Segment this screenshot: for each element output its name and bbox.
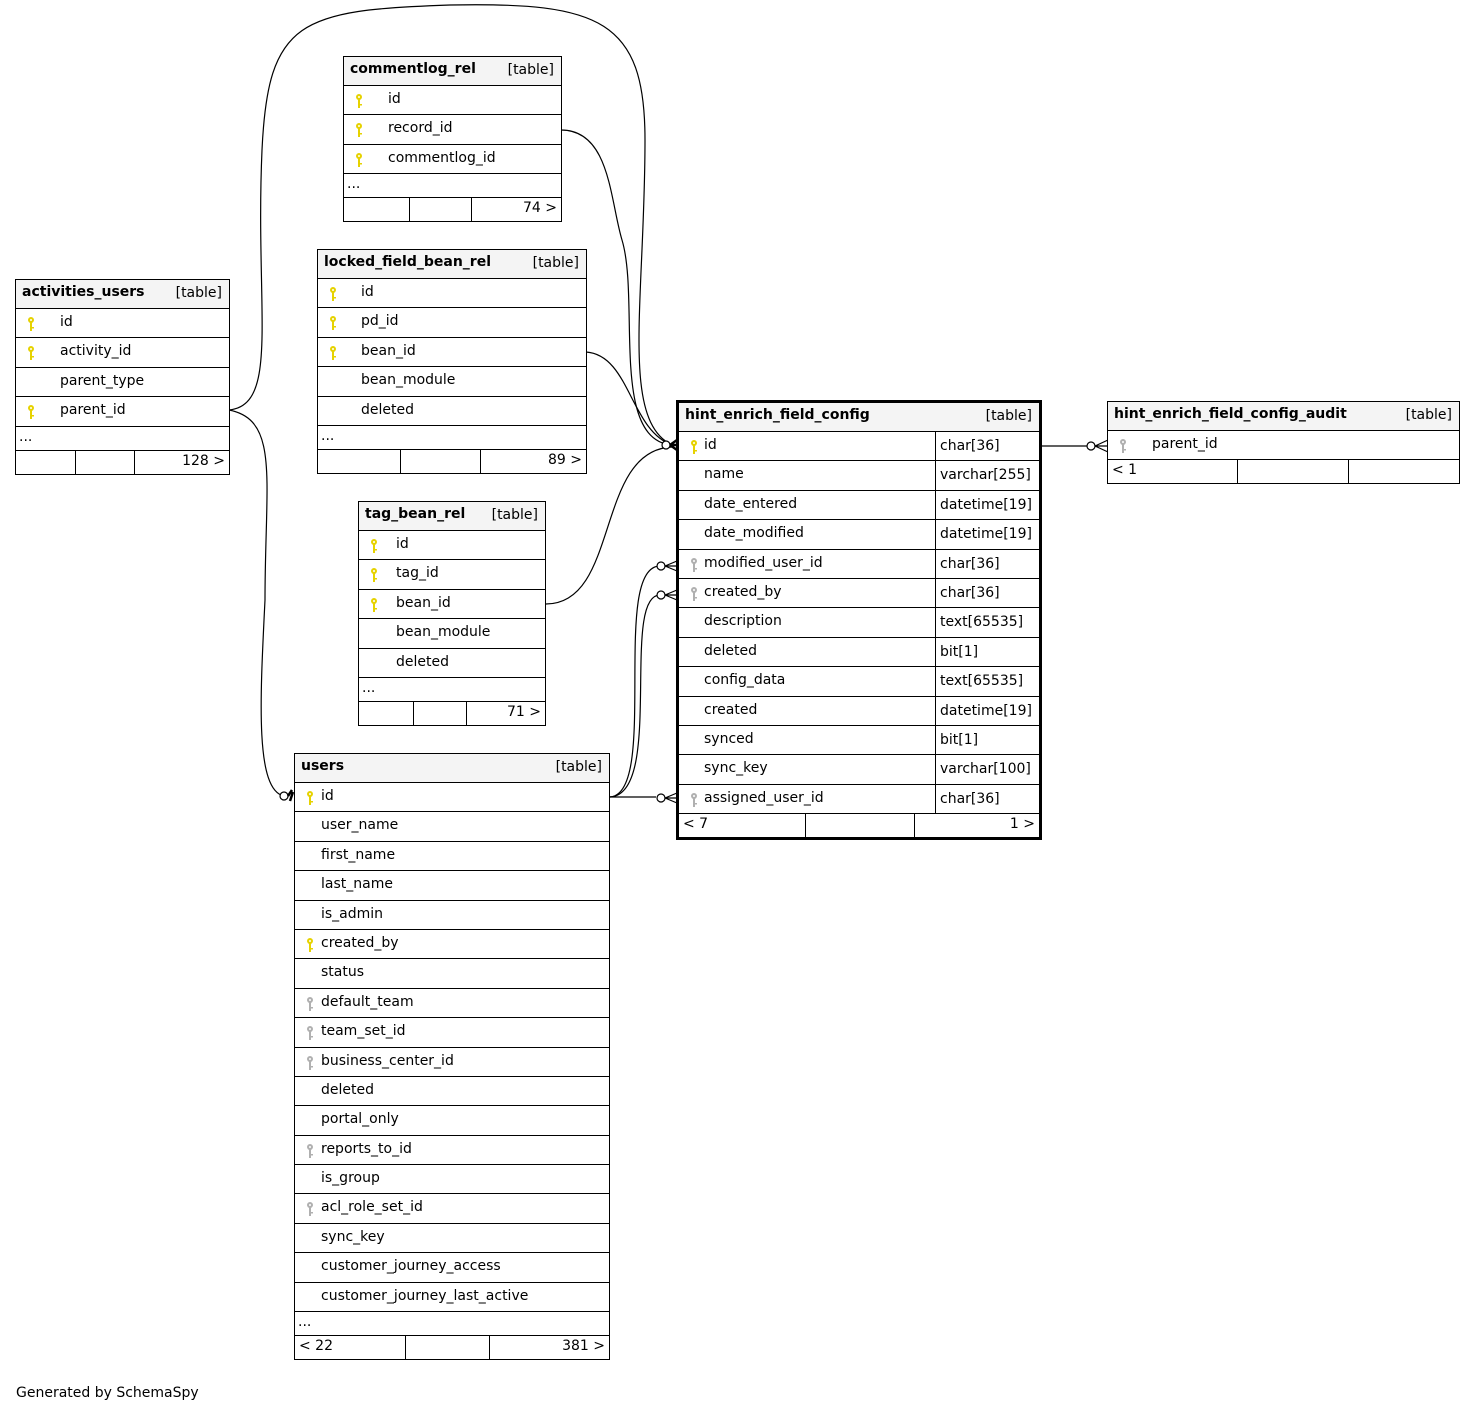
- column-row[interactable]: [295, 812, 609, 841]
- primary-key-icon: [304, 937, 316, 953]
- table-type: [table]: [555, 759, 602, 775]
- column-name: id: [60, 314, 73, 330]
- column-name: record_id: [388, 120, 453, 137]
- column-row[interactable]: [318, 367, 586, 396]
- table-type: [table]: [507, 62, 554, 78]
- column-row[interactable]: [295, 1048, 609, 1077]
- column-row[interactable]: [295, 1106, 609, 1135]
- table-locked-field-bean-rel[interactable]: [317, 249, 587, 474]
- children-count[interactable]: 71 >: [507, 703, 541, 720]
- column-row[interactable]: [295, 842, 609, 871]
- table-type: [table]: [1405, 407, 1452, 423]
- children-count[interactable]: 1 >: [1009, 816, 1035, 833]
- primary-key-icon: [688, 439, 700, 455]
- table-header: [359, 502, 545, 531]
- table-footer: [16, 451, 229, 474]
- column-name: is_group: [321, 1170, 380, 1187]
- table-hint-enrich-field-config[interactable]: [676, 400, 1042, 840]
- connector-users-modified: [609, 566, 660, 797]
- column-row[interactable]: [295, 1283, 609, 1312]
- column-row[interactable]: [679, 579, 1039, 608]
- column-row[interactable]: [295, 1253, 609, 1282]
- primary-key-icon: [327, 286, 339, 302]
- column-row[interactable]: [679, 667, 1039, 696]
- table-name: hint_enrich_field_config_audit: [1114, 406, 1347, 422]
- table-type: [table]: [491, 507, 538, 523]
- column-name: deleted: [704, 642, 757, 659]
- column-name: created_by: [321, 934, 399, 951]
- column-row[interactable]: [318, 308, 586, 337]
- foreign-key-icon: [1117, 438, 1129, 454]
- column-row[interactable]: [679, 550, 1039, 579]
- column-name: activity_id: [60, 343, 132, 360]
- children-count[interactable]: 128 >: [182, 452, 225, 469]
- column-row[interactable]: [295, 989, 609, 1018]
- column-name: date_modified: [704, 525, 804, 542]
- table-type: [table]: [175, 285, 222, 301]
- table-users[interactable]: [294, 753, 610, 1360]
- primary-key-icon: [304, 790, 316, 806]
- connector-locked-bean: [586, 352, 672, 445]
- column-name: business_center_id: [321, 1052, 454, 1069]
- column-name: parent_id: [1152, 436, 1218, 452]
- more-columns: ...: [318, 426, 586, 450]
- column-row[interactable]: [344, 115, 561, 144]
- column-row[interactable]: [295, 959, 609, 988]
- table-header: [1108, 402, 1459, 431]
- column-name: customer_journey_last_active: [321, 1287, 529, 1304]
- column-name: id: [704, 437, 717, 453]
- column-type: text[65535]: [935, 608, 1023, 637]
- column-name: parent_type: [60, 372, 145, 389]
- table-name: users: [301, 758, 345, 774]
- primary-key-icon: [353, 122, 365, 138]
- table-header: [679, 403, 1039, 432]
- column-name: commentlog_id: [388, 149, 496, 166]
- column-type: char[36]: [935, 550, 1000, 579]
- column-row[interactable]: [679, 755, 1039, 784]
- column-name: customer_journey_access: [321, 1258, 501, 1275]
- column-name: is_admin: [321, 905, 384, 922]
- column-row[interactable]: [679, 432, 1039, 461]
- column-type: bit[1]: [935, 726, 978, 755]
- primary-key-icon: [327, 345, 339, 361]
- table-header: [344, 57, 561, 86]
- column-name: id: [388, 91, 401, 107]
- column-row[interactable]: [344, 86, 561, 115]
- column-row[interactable]: [679, 608, 1039, 637]
- column-name: team_set_id: [321, 1023, 406, 1040]
- column-row[interactable]: [679, 785, 1039, 814]
- column-name: deleted: [361, 401, 414, 418]
- column-name: user_name: [321, 817, 399, 834]
- column-row[interactable]: [295, 1018, 609, 1047]
- primary-key-icon: [368, 538, 380, 554]
- column-type: datetime[19]: [935, 697, 1032, 726]
- more-columns: ...: [344, 174, 561, 198]
- parents-count[interactable]: < 22: [299, 1338, 333, 1355]
- column-row[interactable]: [295, 783, 609, 812]
- foreign-key-icon: [304, 1025, 316, 1041]
- column-name: deleted: [321, 1081, 374, 1098]
- table-activities-users[interactable]: [15, 279, 230, 475]
- column-name: parent_id: [60, 402, 126, 419]
- column-name: status: [321, 964, 365, 981]
- children-count[interactable]: 74 >: [523, 200, 557, 217]
- generated-by-caption[interactable]: Generated by SchemaSpy: [16, 1385, 199, 1401]
- primary-key-icon: [353, 152, 365, 168]
- column-name: id: [396, 536, 409, 552]
- foreign-key-icon: [688, 792, 700, 808]
- table-hint-enrich-field-config-audit[interactable]: [1107, 401, 1460, 484]
- column-type: bit[1]: [935, 638, 978, 667]
- table-name: hint_enrich_field_config: [685, 407, 870, 423]
- table-name: commentlog_rel: [350, 61, 476, 77]
- column-name: date_entered: [704, 495, 798, 512]
- table-footer: [679, 814, 1039, 837]
- table-footer: [295, 1336, 609, 1359]
- table-name: locked_field_bean_rel: [324, 254, 491, 270]
- column-name: default_team: [321, 993, 414, 1010]
- column-row[interactable]: [359, 531, 545, 560]
- column-name: tag_id: [396, 565, 439, 582]
- table-name: tag_bean_rel: [365, 506, 466, 522]
- more-columns: ...: [295, 1312, 609, 1336]
- column-name: reports_to_id: [321, 1140, 412, 1157]
- column-row[interactable]: [16, 338, 229, 367]
- column-type: text[65535]: [935, 667, 1023, 696]
- column-type: char[36]: [935, 785, 1000, 814]
- column-name: pd_id: [361, 313, 399, 330]
- primary-key-icon: [368, 567, 380, 583]
- column-row[interactable]: [359, 649, 545, 678]
- column-name: first_name: [321, 846, 396, 863]
- column-name: name: [704, 466, 744, 483]
- column-name: last_name: [321, 876, 393, 893]
- foreign-key-icon: [304, 1143, 316, 1159]
- column-name: bean_id: [361, 342, 416, 359]
- column-row[interactable]: [1108, 431, 1459, 460]
- column-row[interactable]: [295, 1194, 609, 1223]
- column-row[interactable]: [295, 930, 609, 959]
- column-row[interactable]: [16, 368, 229, 397]
- column-name: id: [321, 788, 334, 804]
- primary-key-icon: [353, 93, 365, 109]
- parents-count[interactable]: < 1: [1112, 462, 1138, 479]
- column-name: created: [704, 701, 758, 718]
- column-name: portal_only: [321, 1111, 399, 1128]
- column-row[interactable]: [359, 560, 545, 589]
- table-type: [table]: [985, 408, 1032, 424]
- children-count[interactable]: 89 >: [548, 451, 582, 468]
- foreign-key-icon: [688, 586, 700, 602]
- column-type: varchar[100]: [935, 755, 1031, 784]
- column-name: sync_key: [704, 760, 768, 777]
- column-name: acl_role_set_id: [321, 1199, 423, 1216]
- cardinality-circle: [662, 441, 670, 449]
- foreign-key-icon: [304, 1201, 316, 1217]
- column-row[interactable]: [295, 901, 609, 930]
- primary-key-icon: [25, 345, 37, 361]
- column-row[interactable]: [295, 1165, 609, 1194]
- foreign-key-icon: [304, 996, 316, 1012]
- table-commentlog-rel[interactable]: [343, 56, 562, 222]
- column-type: char[36]: [935, 579, 1000, 608]
- primary-key-icon: [368, 597, 380, 613]
- column-type: char[36]: [935, 432, 1000, 461]
- column-row[interactable]: [679, 520, 1039, 549]
- column-name: deleted: [396, 653, 449, 670]
- column-row[interactable]: [318, 279, 586, 308]
- table-tag-bean-rel[interactable]: [358, 501, 546, 726]
- column-name: config_data: [704, 672, 786, 689]
- table-footer: [359, 702, 545, 725]
- column-type: datetime[19]: [935, 520, 1032, 549]
- children-count[interactable]: 381 >: [562, 1338, 605, 1355]
- column-row[interactable]: [359, 590, 545, 619]
- column-name: modified_user_id: [704, 554, 823, 571]
- connector-activities-users-to-users: [229, 410, 284, 796]
- foreign-key-icon: [688, 557, 700, 573]
- column-name: sync_key: [321, 1228, 385, 1245]
- table-name: activities_users: [22, 284, 145, 300]
- column-name: synced: [704, 730, 754, 747]
- column-row[interactable]: [295, 1136, 609, 1165]
- column-name: id: [361, 284, 374, 300]
- column-name: bean_module: [396, 624, 491, 641]
- column-row[interactable]: [16, 309, 229, 338]
- table-footer: [318, 450, 586, 473]
- primary-key-icon: [327, 315, 339, 331]
- table-header: [318, 250, 586, 279]
- column-row[interactable]: [344, 145, 561, 174]
- column-row[interactable]: [318, 338, 586, 367]
- more-columns: ...: [16, 427, 229, 451]
- column-row[interactable]: [295, 1077, 609, 1106]
- primary-key-icon: [25, 404, 37, 420]
- table-footer: [344, 198, 561, 221]
- column-row[interactable]: [679, 638, 1039, 667]
- column-type: datetime[19]: [935, 491, 1032, 520]
- column-row[interactable]: [295, 871, 609, 900]
- column-name: assigned_user_id: [704, 789, 824, 806]
- more-columns: ...: [359, 678, 545, 702]
- primary-key-icon: [25, 316, 37, 332]
- column-row[interactable]: [679, 461, 1039, 490]
- column-row[interactable]: [679, 726, 1039, 755]
- column-row[interactable]: [359, 619, 545, 648]
- table-footer: [1108, 460, 1459, 483]
- table-type: [table]: [532, 255, 579, 271]
- parents-count[interactable]: < 7: [683, 816, 709, 833]
- foreign-key-icon: [304, 1055, 316, 1071]
- column-type: varchar[255]: [935, 461, 1031, 490]
- column-row[interactable]: [295, 1224, 609, 1253]
- table-header: [295, 754, 609, 783]
- column-row[interactable]: [16, 397, 229, 426]
- column-name: bean_module: [361, 372, 456, 389]
- column-row[interactable]: [318, 397, 586, 426]
- table-header: [16, 280, 229, 309]
- column-name: description: [704, 613, 782, 630]
- column-row[interactable]: [679, 697, 1039, 726]
- column-name: bean_id: [396, 594, 451, 611]
- column-row[interactable]: [679, 491, 1039, 520]
- column-name: created_by: [704, 583, 782, 600]
